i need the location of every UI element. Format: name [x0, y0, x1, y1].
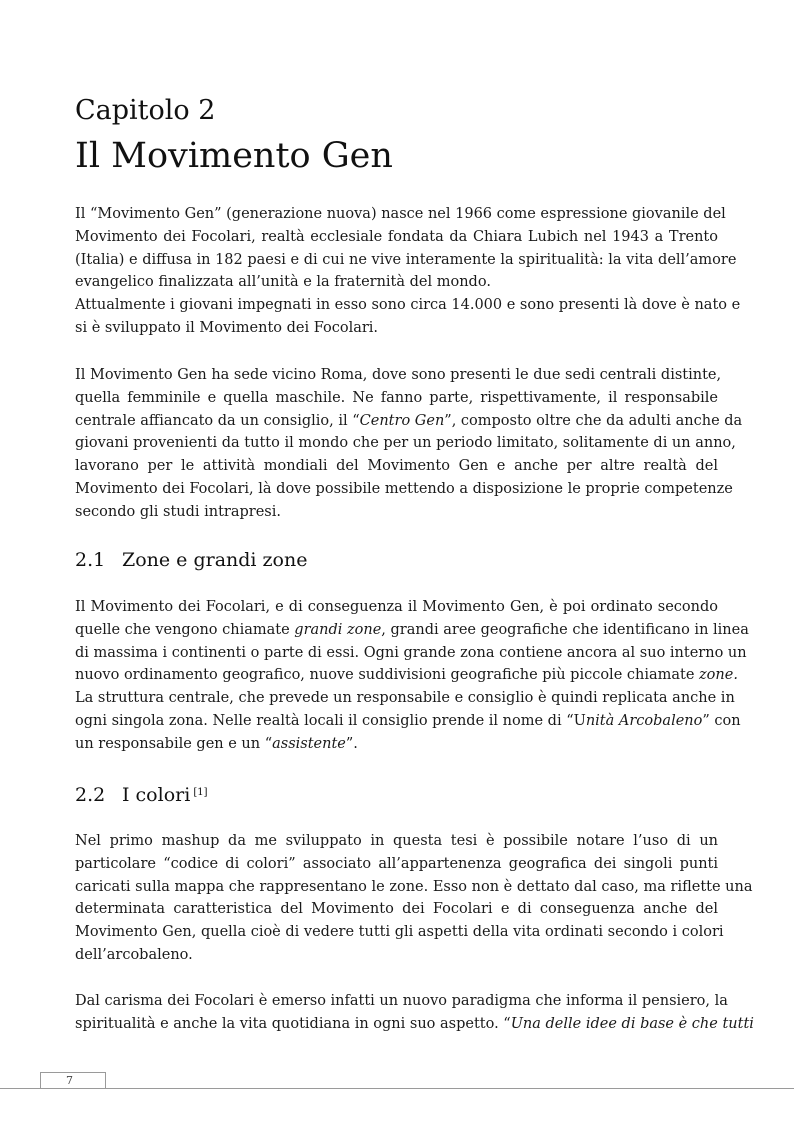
text-line: Attualmente i giovani impegnati in esso sono circa 14.000 e sono presenti là dove è nato e	[75, 297, 741, 314]
page-number: 7	[66, 1074, 73, 1087]
section-2-1-paragraph	[75, 596, 749, 756]
text-run: ”, composto oltre che da adulti anche da	[444, 412, 743, 429]
text-run: ” con	[702, 712, 741, 729]
section-number: 2.2	[75, 784, 106, 806]
text-line: giovani provenienti da tutto il mondo che per un periodo limitato, solitamente di un anno,	[75, 435, 736, 452]
text-line	[75, 1013, 754, 1036]
text-run: ogni singola zona. Nelle realtà locali il consiglio prende il nome di “U	[75, 712, 586, 729]
text-line: Dal carisma dei Focolari è emerso infatti un nuovo paradigma che informa il pensiero, la	[75, 993, 728, 1009]
emphasis-assistente: assistente	[272, 735, 346, 752]
text-line: Il “Movimento Gen” (generazione nuova) nasce nel 1966 come espressione giovanile del	[75, 206, 726, 222]
emphasis-grandi-zone: grandi zone	[294, 621, 382, 638]
text-line: (Italia) e diffusa in 182 paesi e di cui ne vive interamente la spiritualità: la vita dell’amore	[75, 251, 737, 268]
text-line: Movimento dei Focolari, realtà ecclesiale fondata da Chiara Lubich nel 1943 a Trento	[75, 228, 718, 245]
section-title: Zone e grandi zone	[122, 549, 308, 571]
intro-paragraph-2	[75, 364, 743, 524]
text-run: nuovo ordinamento geografico, nuove suddivisioni geografiche più piccole chiamate	[75, 667, 700, 684]
text-line: dell’arcobaleno.	[75, 946, 193, 963]
text-line: particolare “codice di colori” associato all’appartenenza geografica dei singoli punti	[75, 855, 718, 872]
text-line	[75, 733, 718, 756]
text-line	[75, 619, 749, 642]
text-line: evangelico finalizzata all’unità e la fraternità del mondo.	[75, 274, 491, 291]
section-2-2-paragraph-2	[75, 990, 754, 1036]
text-run: , grandi aree geografiche che identificano in linea	[381, 621, 749, 638]
text-line: quella femminile e quella maschile. Ne fanno parte, rispettivamente, il responsabile	[75, 389, 718, 406]
text-line: lavorano per le attività mondiali del Movimento Gen e anche per altre realtà del	[75, 458, 718, 475]
text-line: determinata caratteristica del Movimento dei Focolari e di conseguenza anche del	[75, 901, 718, 918]
text-line: Nel primo mashup da me sviluppato in questa tesi è possibile notare l’uso di un	[75, 833, 718, 849]
chapter-title: Il Movimento Gen	[75, 136, 393, 176]
text-line: Il Movimento dei Focolari, e di conseguenza il Movimento Gen, è poi ordinato secondo	[75, 599, 718, 615]
emphasis-quote: Una delle idee di base è che tutti	[510, 1015, 754, 1032]
text-run: quelle che vengono chiamate	[75, 621, 295, 638]
section-number: 2.1	[75, 549, 106, 571]
text-line: si è sviluppato il Movimento dei Focolari.	[75, 319, 379, 336]
emphasis-unita-arcobaleno: nità Arcobaleno	[585, 712, 703, 729]
text-line: caricati sulla mappa che rappresentano le zone. Esso non è dettato dal caso, ma riflette una	[75, 878, 753, 895]
text-line	[75, 710, 741, 733]
text-run: ”.	[345, 735, 358, 752]
text-line	[75, 664, 738, 687]
text-line	[75, 410, 743, 433]
reference-marker[interactable]: [1]	[193, 787, 208, 798]
page-number-tab	[40, 1072, 106, 1089]
text-line: di massima i continenti o parte di essi. Ogni grande zona contiene ancora al suo interno un	[75, 644, 747, 661]
section-2-2-paragraph-1	[75, 830, 753, 967]
text-line: Movimento dei Focolari, là dove possibile mettendo a disposizione le proprie competenze	[75, 480, 733, 497]
text-run: spiritualità e anche la vita quotidiana in ogni suo aspetto. “	[75, 1015, 511, 1032]
footer-rule	[0, 1088, 794, 1089]
section-heading-2-1	[75, 547, 307, 573]
text-run: un responsabile gen e un “	[75, 735, 273, 752]
section-title: I colori	[122, 784, 191, 806]
section-heading-2-2	[75, 780, 207, 808]
text-line: Movimento Gen, quella cioè di vedere tutti gli aspetti della vita ordinati secondo i colori	[75, 924, 724, 941]
text-line: Il Movimento Gen ha sede vicino Roma, dove sono presenti le due sedi centrali distinte,	[75, 367, 722, 383]
chapter-label: Capitolo 2	[75, 95, 216, 126]
intro-paragraph-1	[75, 203, 741, 340]
text-line: La struttura centrale, che prevede un responsabile e consiglio è quindi replicata anche in	[75, 690, 735, 707]
text-run: centrale affiancato da un consiglio, il “	[75, 412, 360, 429]
emphasis-zone: zone.	[699, 667, 738, 684]
text-line: secondo gli studi intrapresi.	[75, 503, 281, 520]
emphasis-centro-gen: Centro Gen	[359, 412, 445, 429]
